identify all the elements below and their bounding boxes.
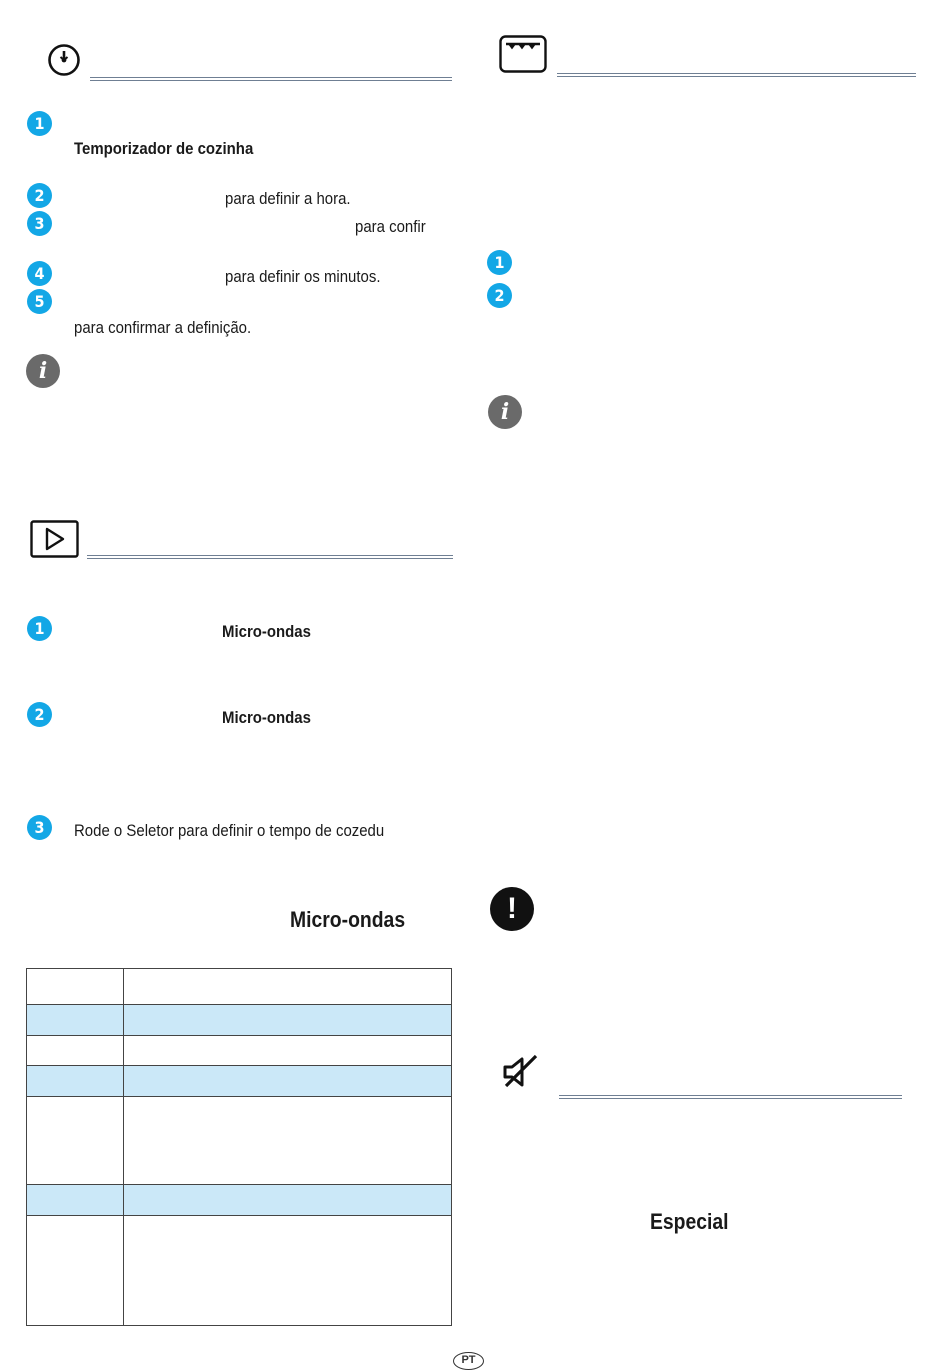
clock-icon xyxy=(46,43,82,77)
step-5-badge: 5 xyxy=(27,289,52,314)
step-3-badge: 3 xyxy=(27,211,52,236)
table-row xyxy=(27,1005,452,1036)
section-rule xyxy=(557,73,916,77)
start-step-2-text: Micro-ondas xyxy=(222,708,311,727)
oven-step-1-badge: 1 xyxy=(487,250,512,275)
step-2-text: para definir a hora. xyxy=(225,189,351,208)
start-step-2-badge: 2 xyxy=(27,702,52,727)
table-row xyxy=(27,1036,452,1066)
power-table xyxy=(26,968,452,1326)
info-icon: i xyxy=(26,354,60,388)
language-badge: PT xyxy=(453,1352,484,1370)
table-row xyxy=(27,969,452,1005)
section-rule xyxy=(90,77,452,81)
step-1-badge: 1 xyxy=(27,111,52,136)
oven-grill-icon xyxy=(499,35,547,73)
step-5-text: para confirmar a definição. xyxy=(74,318,252,337)
start-step-1-text: Micro-ondas xyxy=(222,622,311,641)
kitchen-timer-label: Temporizador de cozinha xyxy=(74,139,254,158)
start-step-3-text: Rode o Seletor para definir o tempo de cozedu xyxy=(74,821,385,840)
table-row xyxy=(27,1216,452,1326)
oven-step-2-badge: 2 xyxy=(487,283,512,308)
step-4-text: para definir os minutos. xyxy=(225,267,381,286)
table-row xyxy=(27,1185,452,1216)
section-rule xyxy=(559,1095,902,1099)
table-row xyxy=(27,1097,452,1185)
special-label: Especial xyxy=(650,1209,729,1234)
warning-icon: ! xyxy=(490,887,534,931)
info-icon: i xyxy=(488,395,522,429)
step-4-badge: 4 xyxy=(27,261,52,286)
table-title: Micro-ondas xyxy=(290,907,406,932)
mute-speaker-icon xyxy=(500,1053,540,1091)
start-step-1-badge: 1 xyxy=(27,616,52,641)
play-icon xyxy=(30,520,79,558)
start-step-3-badge: 3 xyxy=(27,815,52,840)
section-rule xyxy=(87,555,453,559)
step-3-text: para confir xyxy=(355,217,426,236)
step-2-badge: 2 xyxy=(27,183,52,208)
table-row xyxy=(27,1066,452,1097)
